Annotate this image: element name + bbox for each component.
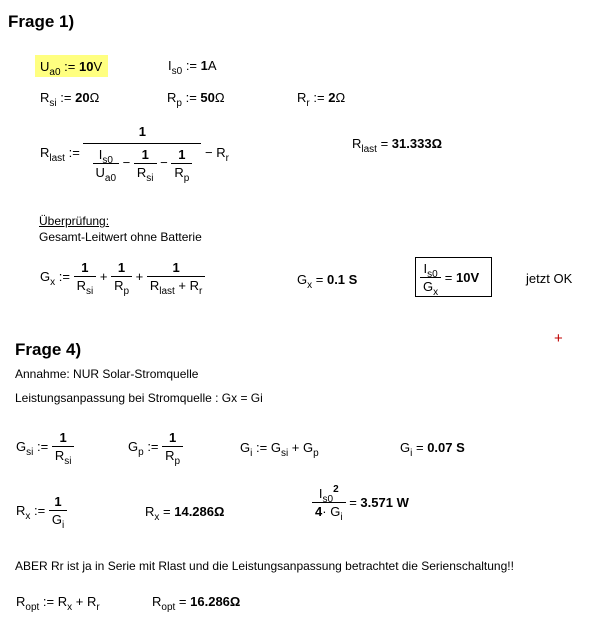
- is0-definition[interactable]: $I_{s0}$ := 1A: [168, 58, 217, 77]
- rr-definition[interactable]: $R_r$ := 2Ω: [297, 90, 346, 109]
- is0-over-ua0: $\frac{I_{s0}}{U_{a0}}$: [93, 147, 120, 180]
- rx-result: $R_x = 14.286\Omega$: [145, 504, 225, 523]
- gx-result: $G_x = 0.1$ S: [297, 272, 358, 291]
- rp-definition[interactable]: $R_p$ := 50Ω: [167, 90, 225, 109]
- ua0-definition[interactable]: $U_{a0}$ := 10V: [35, 55, 108, 77]
- check-result-box: $\frac{I_{s0}}{G_x}$ = 10V: [415, 257, 492, 297]
- check-title: Überprüfung:: [39, 214, 110, 228]
- one-over-rp-2: $\frac{1}{R_p}$: [111, 260, 132, 293]
- ropt-result: $R_{opt} = 16.286\Omega$: [152, 594, 241, 613]
- gp-definition[interactable]: $G_p$ := $\frac{1}{R_p}$: [128, 430, 183, 463]
- gx-definition[interactable]: $G_x$ := $\frac{1}{R_{si}}$ + $\frac{1}{R_p}$ + $\frac{1}{R_{last} + R_r}$: [40, 260, 205, 293]
- one-over-rsi: $\frac{1}{R_{si}}$: [134, 147, 157, 180]
- one-over-rsi-2: $\frac{1}{R_{si}}$: [74, 260, 97, 293]
- rsi-definition[interactable]: $R_{si}$ := 20Ω: [40, 90, 100, 109]
- rlast-main-fraction: 1 $\frac{I_{s0}}{U_{a0}}$ − $\frac{1}{R_{si}}$ − $\frac{1}{R_p}$: [83, 124, 201, 180]
- rlast-result: $R_{last} = 31.333\Omega$: [352, 136, 442, 155]
- gsi-definition[interactable]: $G_{si}$ := $\frac{1}{R_{si}}$: [16, 430, 74, 463]
- assumption-text: Annahme: NUR Solar-Stromquelle: [15, 367, 199, 381]
- ropt-definition[interactable]: $R_{opt}$ := $R_x + R_r$: [16, 594, 100, 613]
- one-over-rlast-plus-rr: $\frac{1}{R_{last} + R_r}$: [147, 260, 206, 293]
- matching-text: Leistungsanpassung bei Stromquelle : Gx = Gi: [15, 391, 263, 405]
- power-formula[interactable]: $\frac{I_{s0}^2}{4\cdot G_i}$ = 3.571 W: [312, 486, 409, 519]
- gi-result: $G_i = 0.07$ S: [400, 440, 465, 459]
- gi-definition[interactable]: $G_i$ := $G_{si} + G_p$: [240, 440, 319, 459]
- frage1-heading: Frage 1): [8, 12, 75, 31]
- check-text: Gesamt-Leitwert ohne Batterie: [39, 230, 202, 244]
- frage4-heading: Frage 4): [15, 340, 82, 359]
- one-over-rp: $\frac{1}{R_p}$: [171, 147, 192, 180]
- crosshair-marker: +: [554, 330, 563, 347]
- rlast-definition[interactable]: $R_{last}$ := 1 $\frac{I_{s0}}{U_{a0}}$ − $\frac{1}{R_{si}}$ − $\frac{1}{R_p}$ − $R_r$: [40, 124, 229, 184]
- ok-text: jetzt OK: [526, 271, 573, 286]
- rx-definition[interactable]: $R_x$ := $\frac{1}{G_i}$: [16, 494, 67, 527]
- series-note: ABER Rr ist ja in Serie mit Rlast und die Leistungsanpassung betrachtet die Serienschaltung!!: [15, 559, 514, 573]
